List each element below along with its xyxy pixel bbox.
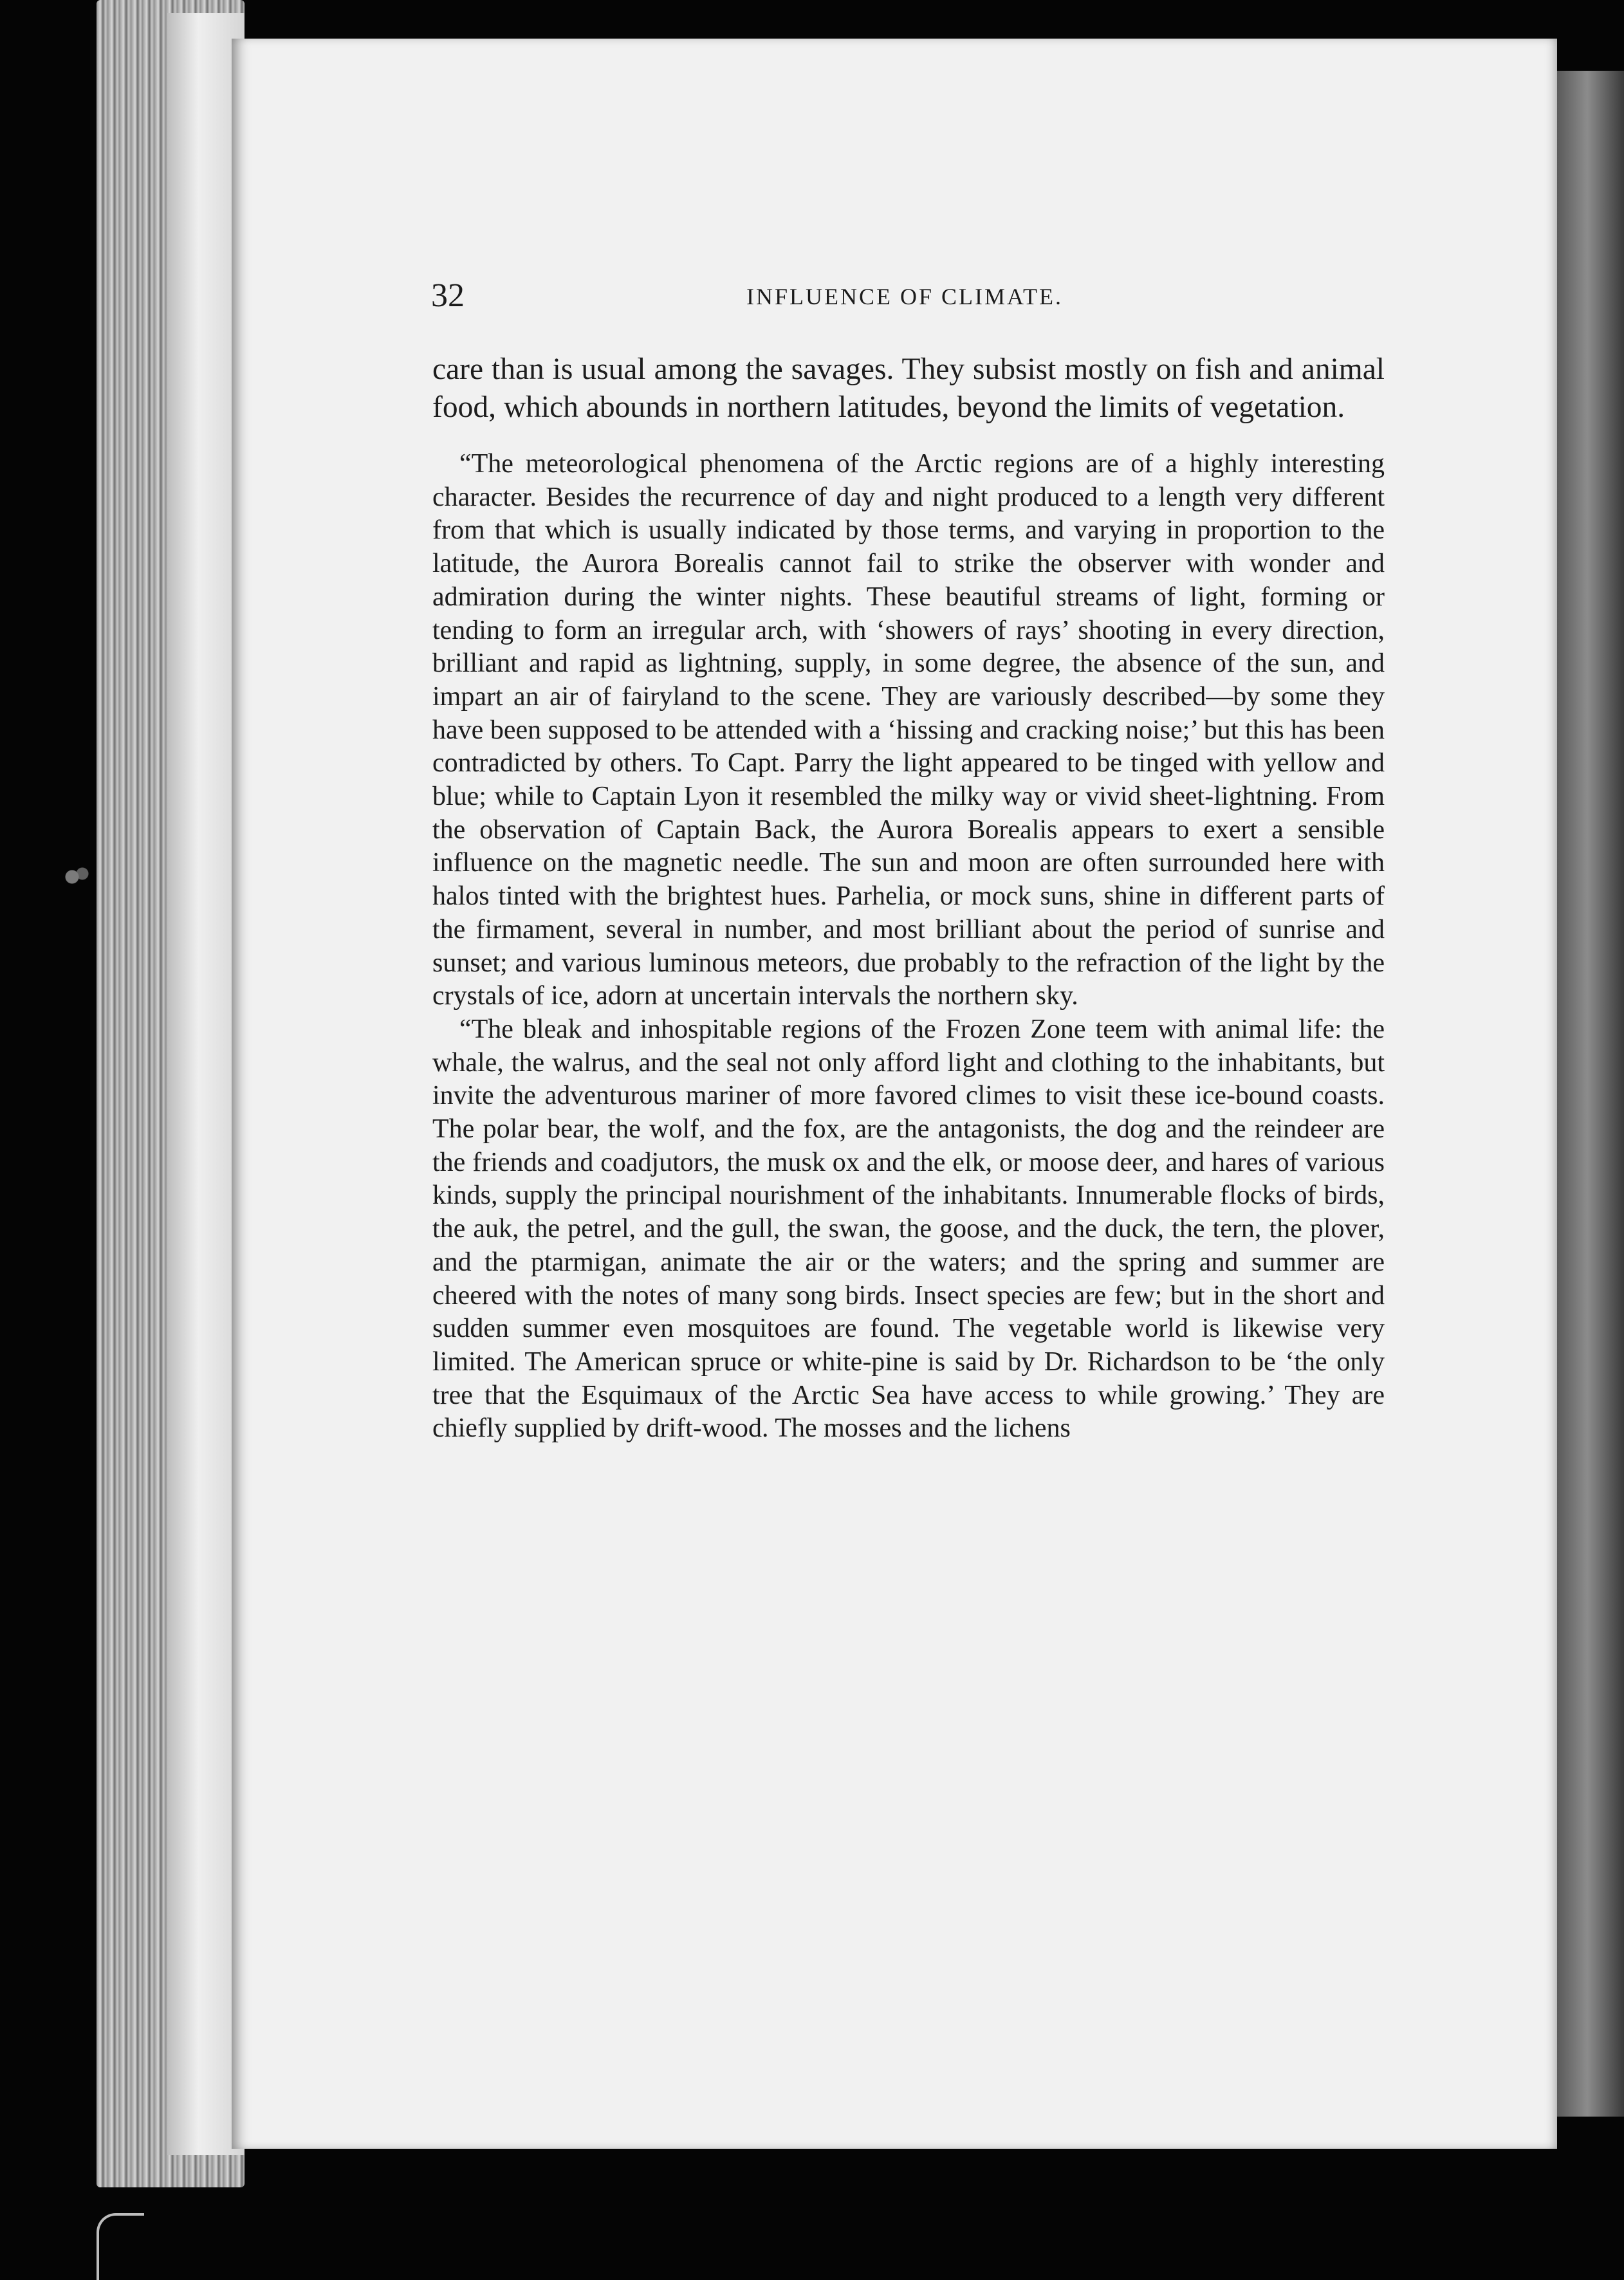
book-spine-shadow <box>1557 71 1624 2117</box>
page-body <box>432 351 1385 1446</box>
running-title: INFLUENCE OF CLIMATE. <box>746 284 1063 309</box>
quote-paragraph-frozen-zone: “The bleak and inhospitable regions of the Frozen Zone teem with animal life: the whale, the walrus, and the seal not only afford light and clothing to the inhabitants, but invite the adventurous mariner of more favored climes to visit these ice-bound coasts. The polar bear, the wolf, and the fox, are the antagonists, the dog and the reindeer are the friends and coadjutors, the musk ox and the elk, or moose deer, and hares of various kinds, supply the principal nourishment of the inhabitants. Innumerable flocks of birds, the auk, the petrel, and the gull, the swan, the goose, and the duck, the tern, the plover, and the ptarmigan, animate the air or the waters; and the spring and summer are cheered with the notes of many song birds. Insect species are few; but in the short and sudden summer even mosquitoes are found. The vegetable world is likewise very limited. The American spruce or white-pine is said by Dr. Richardson to be ‘the only tree that the Esquimaux of the Arctic Sea have access to while growing.’ They are chiefly supplied by drift-wood. The mosses and the lichens <box>432 1014 1385 1444</box>
intro-paragraph: care than is usual among the savages. They subsist mostly on fish and animal food, which abounds in northern latitudes, beyond the limits of vegetation. <box>432 353 1385 424</box>
page-number: 32 <box>431 277 465 314</box>
page-header <box>431 277 1383 328</box>
scan-speck <box>46 861 98 893</box>
quote-paragraph-arctic-phenomena: “The meteorological phenomena of the Arctic regions are of a highly interesting character. Besides the recurrence of day and night produced to a length very different from that which is usually indicated by those terms, and varying in proportion to the latitude, the Aurora Borealis cannot fail to strike the observer with wonder and admiration during the winter nights. These beautiful streams of light, forming or tending to form an irregular arch, with ‘showers of rays’ shooting in every direction, brilliant and rapid as lightning, supply, in some degree, the absence of the sun, and impart an air of fairyland to the scene. They are variously described—by some they have been supposed to be attended with a ‘hissing and cracking noise;’ but this has been contradicted by others. To Capt. Parry the light appeared to be tinged with yellow and blue; while to Captain Lyon it resembled the milky way or vivid sheet-lightning. From the observation of Captain Back, the Aurora Borealis appears to exert a sensible influence on the magnetic needle. The sun and moon are often surrounded here with halos tinted with the brightest hues. Parhelia, or mock suns, shine in different parts of the firmament, several in number, and most brilliant about the period of sunrise and sunset; and various luminous meteors, due probably to the refraction of the light by the crystals of ice, adorn at uncertain intervals the northern sky. <box>432 449 1385 1011</box>
scan-corner-mark <box>97 2213 144 2280</box>
